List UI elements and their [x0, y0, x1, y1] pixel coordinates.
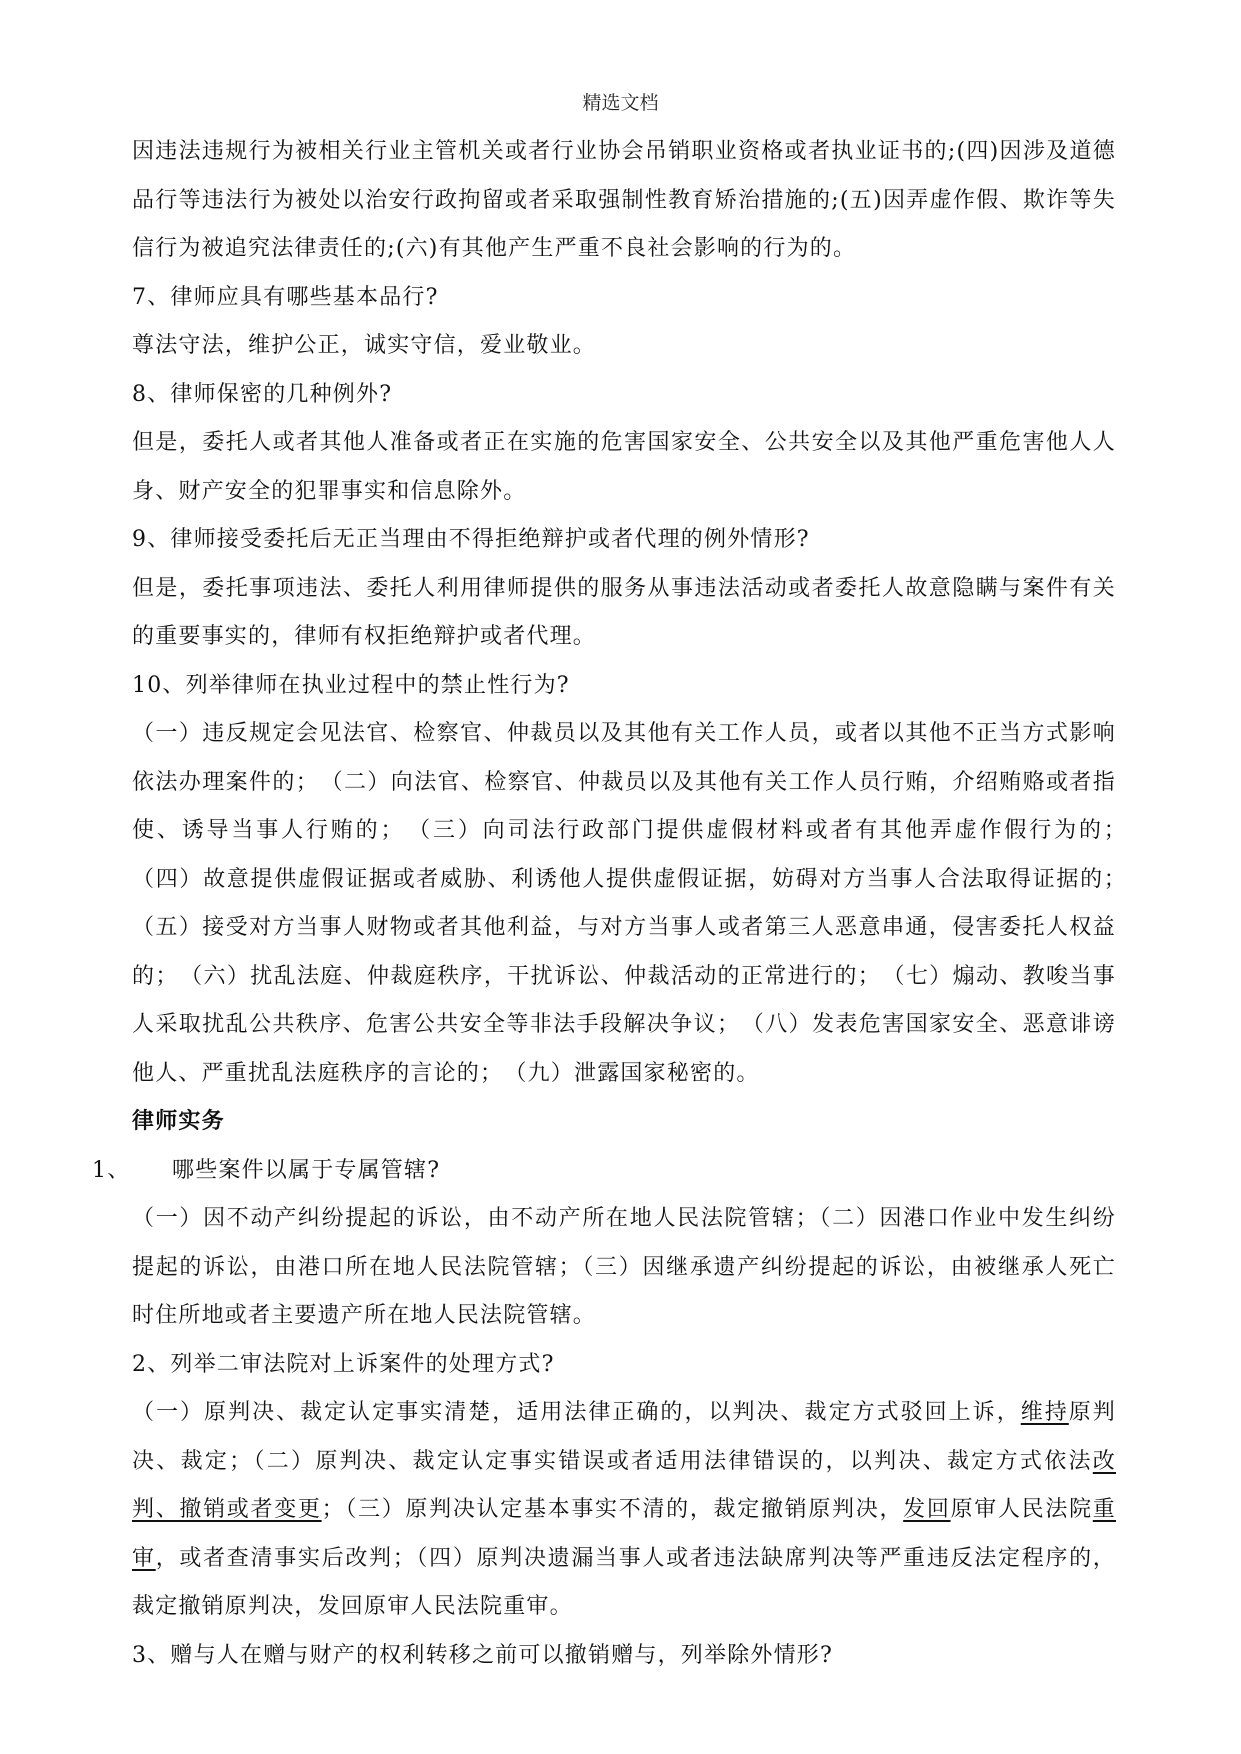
answer-7: 尊法守法，维护公正，诚实守信，爱业敬业。 — [132, 333, 597, 358]
answer-2-segment: （一）原判决、裁定认定事实清楚，适用法律正确的，以判决、裁定方式驳回上诉， — [132, 1400, 1021, 1425]
question-8: 8、律师保密的几种例外? — [132, 381, 393, 407]
practice-question-2: 2、列举二审法院对上诉案件的处理方式? — [132, 1351, 555, 1377]
document-body — [92, 128, 1140, 1680]
answer-2-segment: 原审人民法院 — [950, 1497, 1093, 1522]
answer-8: 但是，委托人或者其他人准备或者正在实施的危害国家安全、公共安全以及其他严重危害他人人身、财产安全的犯罪事实和信息除外。 — [132, 430, 1116, 504]
section-title: 律师实务 — [132, 1109, 225, 1134]
practice-question-3: 3、赠与人在赠与财产的权利转移之前可以撤销赠与，列举除外情形? — [132, 1642, 833, 1668]
question-7: 7、律师应具有哪些基本品行? — [132, 284, 439, 310]
practice-question-1-text: 哪些案件以属于专属管辖? — [172, 1157, 441, 1183]
page-header: 精选文档 — [582, 92, 659, 114]
practice-question-1-number: 1、 — [92, 1157, 131, 1183]
underlined-term: 重审 — [132, 1497, 1116, 1571]
answer-2-segment: ；（三）原判决认定基本事实不清的，裁定撤销原判决， — [321, 1497, 904, 1522]
answer-9: 但是，委托事项违法、委托人利用律师提供的服务从事违法活动或者委托人故意隐瞒与案件有关的重要事实的，律师有权拒绝辩护或者代理。 — [132, 575, 1116, 649]
answer-2-segment: 原判决、裁定；（二）原判决、裁定认定事实错误或者适用法律错误的，以判决、裁定方式依法 — [132, 1400, 1117, 1474]
answer-10: （一）违反规定会见法官、检察官、仲裁员以及其他有关工作人员，或者以其他不正当方式影响依法办理案件的； （二）向法官、检察官、仲裁员以及其他有关工作人员行贿，介绍贿赂或者指使、诱导当事人行贿的； （三）向司法行政部门提供虚假材料或者有其他弄虚作假行为的； （四）故意提供虚假证据或者威胁、利诱他人提供虚假证据，妨碍对方当事人合法取得证据的； （五）接受对方当事人财物或者其他利益，与对方当事人或者第三人恶意串通，侵害委托人权益的； （六）扰乱法庭、仲裁庭秩序，干扰诉讼、仲裁活动的正常进行的； （七）煽动、教唆当事人采取扰乱公共秩序、危害公共安全等非法手段解决争议； （八）发表危害国家安全、恶意诽谤他人、严重扰乱法庭秩序的言论的； （九）泄露国家秘密的。 — [132, 721, 1140, 1086]
practice-question-1 — [92, 1147, 1116, 1196]
paragraph-continuation: 因违法违规行为被相关行业主管机关或者行业协会吊销职业资格或者执业证书的;(四)因涉及道德品行等违法行为被处以治安行政拘留或者采取强制性教育矫治措施的;(五)因弄虚作假、欺诈等失信行为被追究法律责任的;(六)有其他产生严重不良社会影响的行为的。 — [132, 139, 1116, 261]
underlined-term: 发回 — [903, 1497, 951, 1522]
practice-answer-1: （一）因不动产纠纷提起的诉讼，由不动产所在地人民法院管辖；（二）因港口作业中发生纠纷提起的诉讼，由港口所在地人民法院管辖；（三）因继承遗产纠纷提起的诉讼，由被继承人死亡时住所地或者主要遗产所在地人民法院管辖。 — [132, 1206, 1116, 1328]
answer-2-segment: ，或者查清事实后改判；（四）原判决遗漏当事人或者违法缺席判决等严重违反法定程序的，裁定撤销原判决，发回原审人民法院重审。 — [132, 1545, 1116, 1619]
question-10: 10、列举律师在执业过程中的禁止性行为? — [132, 672, 570, 698]
question-9: 9、律师接受委托后无正当理由不得拒绝辩护或者代理的例外情形? — [132, 527, 810, 552]
practice-answer-2 — [132, 1389, 1116, 1632]
underlined-term: 维持 — [1020, 1400, 1069, 1425]
underlined-term: 改判、撤销或者变更 — [132, 1448, 1116, 1522]
